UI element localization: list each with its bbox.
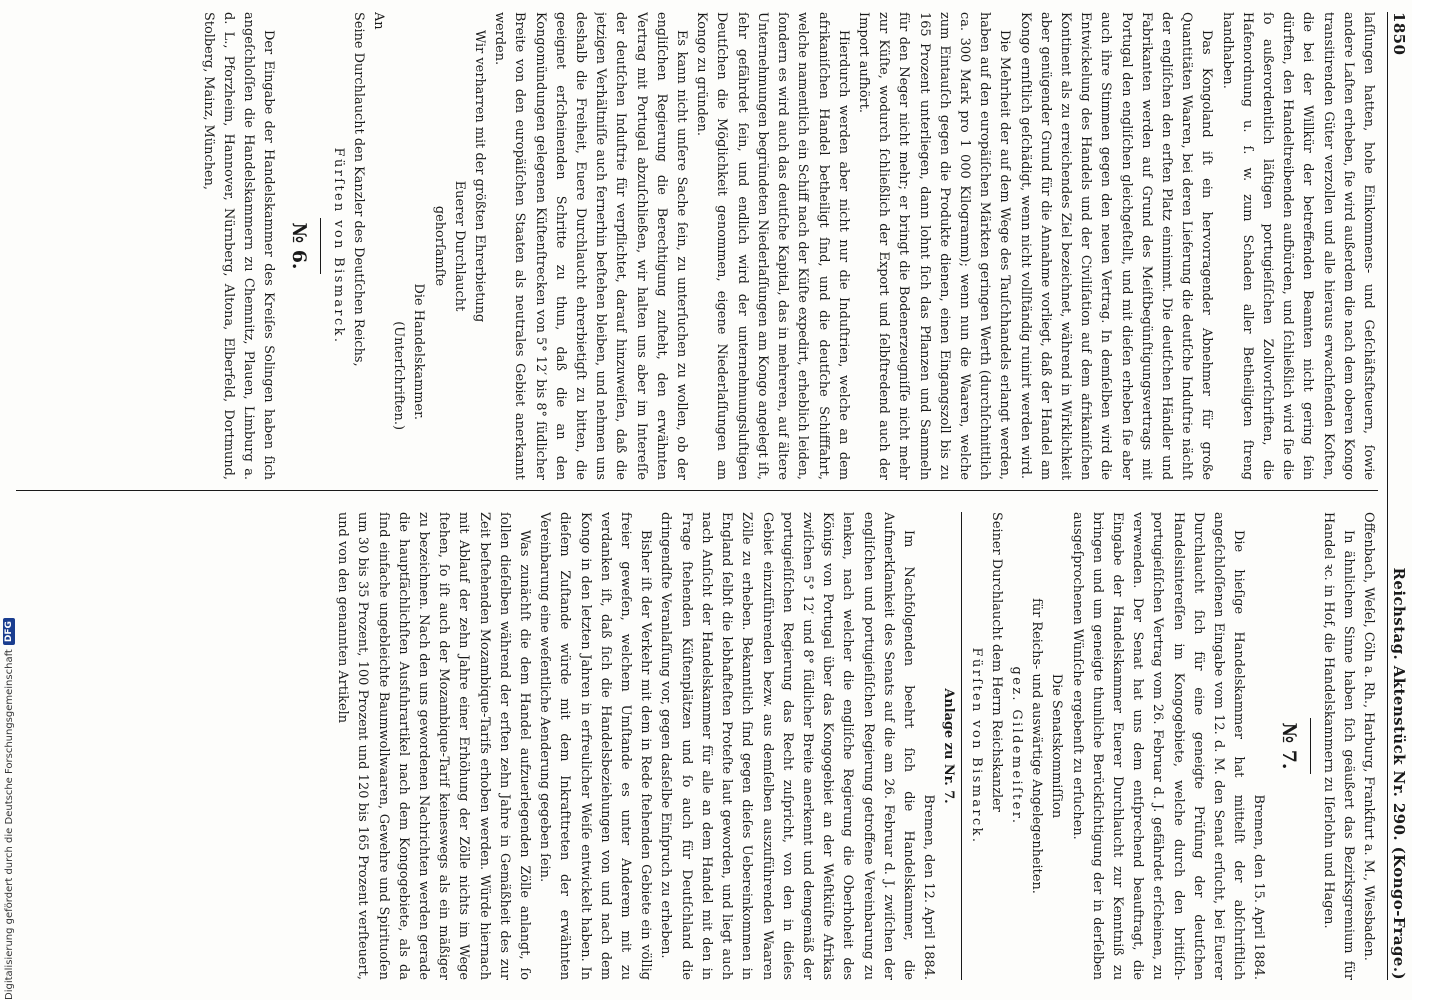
signature-line: gez. Gildemeiſter. [1008,666,1024,826]
divider [1310,718,1311,774]
digitization-footer [0,0,18,1000]
running-head: Reichstag. Aktenstück Nr. 290. (Kongo-Frage.) [1390,567,1408,980]
dateline: Bremen, den 15. April 1884. [1251,794,1267,980]
paragraph: Es kann nicht unſere Sache ſein, zu unterſuchen zu wollen, ob der engliſchen Regierung die Berechtigung zuſteht, den erwähnten Vertrag mit Portugal abzuſchließen, wir halten uns aber im Intereſſe der deutſchen Induſtrie für verpflichtet, darauf hinzuweiſen, daß die jetzigen Verhältniſſe auch fernerhin beſtehen bleiben, und nehmen uns deshalb die Freiheit, Euere Durchlaucht ehrerbietigſt zu bitten, die geeignet erſcheinenden Schritte zu thun, daß die an den Kongomündungen gelegenen Küſtenſtrecken von 5° 12′ bis 8° ſüdlicher Breite von den europäiſchen Staaten als neutrales Gebiet anerkannt werden. [492,12,690,480]
section-number: № 6. [288,222,311,270]
address-line: Fürſten von Bismarck. [968,647,984,845]
section-number: № 7. [1278,722,1301,770]
signature-line: Die Handelskammer. [411,283,427,420]
dfg-logo: DFG [3,618,15,645]
annex-title: Anlage zu Nr. 7. [941,688,957,804]
signature-line: (Unterſchriften.) [391,321,407,430]
paragraph: Im Nachfolgenden beehrt ſich die Handelskammer, die Aufmerkſamkeit des Senats auf die am 26. Februar d. J. zwiſchen der engliſchen und portugieſiſchen Regierung getroffene Vereinbarung zu lenken, nach welcher die engliſche Regierung die Oberhoheit des Königs von Portugal über das Kongogebiet an der Weſtküſte Afrikas zwiſchen 5° 12′ und 8° ſüdlicher Breite anerkennt und demgemäß der portugieſiſchen Regierung das Recht zuſpricht, von den in dieſes Gebiet einzuführenden bezw. aus demſelben auszuführenden Waaren Zölle zu erheben. Bekanntlich ſind gegen dieſes Uebereinkommen in England ſelbſt die lebhafteſten Proteſte laut geworden, und liegt auch nach Anſicht der Handelskammer für alle an dem Handel mit den in Frage ſtehenden Küſtenplätzen und ſo auch für Deutſchland die dringendſte Veranlaſſung vor, gegen dasſelbe Einſpruch zu erheben. [658,512,916,980]
address-line: Seiner Durchlaucht dem Herrn Reichskanzler [988,512,1004,812]
paragraph: Was zunächſt die dem Handel aufzuerlegenden Zölle anlangt, ſo ſollen dieſelben während der erſten zehn Jahre in Gemäßheit des zur Zeit beſtehenden Mozambique-Tarifs erhoben werden. Würde hiernach mit Ablauf der zehn Jahre einer Erhöhung der Zölle nichts im Wege ſtehen, ſo iſt auch der Mozambique-Tarif keineswegs als ein mäßiger zu bezeichnen. Nach den uns gewordenen Nachrichten werden gerade die hauptſächlichſten Ausfuhrartikel nach dem Kongogebiete, als da ſind einfache ungebleichte Baumwollwaaren, Gewehre und Spirituoſen um 30 bis 35 Prozent, 100 Prozent und 120 bis 165 Prozent verſteuert, und von den genannten Artikeln [335,512,533,980]
closing-formula: Wir verharren mit der größten Ehrerbietung [472,30,488,323]
right-column [16,512,1378,980]
signature-line: Die Senatskommiſſion [1049,673,1065,819]
left-column [16,12,1378,480]
signature-line: für Reichs- und auswärtige Angelegenheiten. [1029,598,1045,894]
paragraph: Der Eingabe der Handelskammer des Kreiſes Solingen haben ſich angeſchloſſen die Handelskammern zu Chemnitz, Plauen, Limburg a. d. L., Pforzheim, Hannover, Nürnberg, Altona, Elberfeld, Dortmund, Stolberg, Mainz, München, [200,12,277,480]
paragraph: Das Kongoland iſt ein hervorragender Abnehmer für große Quantitäten Waaren, bei deren Lieferung die deutſche Induſtrie nächſt der engliſchen den erſten Platz einnimmt. Die deutſchen Händler und Fabrikanten werden auf Grund des Meiſtbegünſtigungsvertrags mit Portugal den engliſchen gleichgeſtellt, und mit dieſen erheben ſie aber auch ihre Stimmen gegen den neuen Vertrag. In demſelben wird die Entwickelung des Handels und der Civiliſation auf dem afrikaniſchen Kontinent als zu erreichendes Ziel bezeichnet, während in Wirklichkeit aber genügender Grund für die Annahme vorliegt, daß der Handel am Kongo ernſtlich geſchädigt, wenn nicht vollſtändig ruinirt werden wird. [1017,12,1215,480]
page-number: 1850 [1390,12,1408,56]
dateline: Bremen, den 12. April 1884. [921,794,937,980]
signature-line: Euerer Durchlaucht [451,180,467,312]
paragraph: Die hieſige Handelskammer hat mittelſt der abſchriftlich angeſchloſſenen Eingabe vom 12. d. M. den Senat erſucht, bei Euerer Durchlaucht ſich für eine geneigte Prüfung der deutſchen Handelsintereſſen im Kongogebiete, welche durch den britiſch-portugieſiſchen Vertrag vom 26. Februar d. J. gefährdet erſcheinen, zu verwenden. Der Senat hat uns dem entſprechend beauftragt, die Eingabe der Handelskammer Euerer Durchlaucht zur Kenntniß zu bringen und um geneigte thunliche Berückſichtigung der in derſelben ausgeſprochenen Wünſche ergebenſt zu erſuchen. [1069,512,1247,980]
column-divider [16,490,1378,491]
address-line: An [371,12,387,30]
page-header [1387,12,1408,980]
paragraph: Bisher iſt der Verkehr mit dem in Rede ſtehenden Gebiete ein völlig freier geweſen, welchem Umſtande es unter Anderem mit zu verdanken iſt, daß ſich die Handelsbeziehungen von und nach dem Kongo in den letzten Jahren in erfreulicher Weiſe entwickelt haben. In dieſem Zuſtande würde mit dem Inkrafttreten der erwähnten Vereinbarung eine weſentliche Aenderung gegeben ſein. [537,512,654,980]
paragraph: Offenbach, Weſel, Cöln a. Rh., Harburg, Frankfurt a. M., Wiesbaden. [1361,512,1376,961]
address-line: Seine Durchlaucht den Kanzler des Deutſchen Reichs, [350,12,366,367]
paragraph: Hierdurch werden aber nicht nur die Induſtrien, welche an dem afrikaniſchen Handel betheiligt ſind, und die deutſche Schifffahrt, welche namentlich ein Schiff nach der Küſte expedirt, erheblich leiden, ſondern es wird auch das deutſche Kapital, das in mehreren, auf ältere Unternehmungen begründeten Niederlaſſungen am Kongo angelegt iſt, ſehr gefährdet ſein, und endlich wird der unternehmungsluſtigen Deutſchen die Möglichkeit genommen, eigene Niederlaſſungen am Kongo zu gründen. [694,12,851,480]
paragraph: laſſungen hatten, hohe Einkommens- und Geſchäftsſteuern, ſowie andere Laſten erheben, ſie wird außerdem die nach dem oberen Kongo transitirenden Güter verzollen und alle hieraus erwachſenden Koſten, die bei der Willkür der betreffenden Beamten nicht gering ſein dürften, den Handeltreibenden aufbürden, und ſchließlich wird ſie die ſo außerordentlich läſtigen portugieſiſchen Zollvorſchriften, die Hafenordnung u. ſ. w. zum Schaden aller Betheiligten ſtreng handhaben. [1219,12,1376,480]
divider [961,512,962,980]
address-line: Fürſten von Bismarck. [330,147,346,345]
footer-text: Digitalisierung gefördert durch die Deutsche Forschungsgemeinschaft [3,649,15,1000]
paragraph: In ähnlichem Sinne haben ſich geäußert das Bezirksgremium für Handel ꝛc. in Hof, die Handelskammern zu Iſerlohn und Hagen. [1320,512,1356,980]
paragraph: Die Mehrheit der auf dem Wege des Tauſchhandels erlangt werden, haben auf den europäiſchen Märkten geringen Werth (durchſchnittlich ca. 300 Mark pro 1 000 Kilogramm); wenn nun die Waaren, welche zum Eintauſch gegen die Produkte dienen, einen Eingangszoll bis zu 165 Prozent unterliegen, dann lohnt ſich das Pflanzen und Sammeln für den Neger nicht mehr; er bringt die Bodenerzeugniſſe nicht mehr zur Küſte, wodurch ſchließlich der Export und ſelbſtredend auch der Import aufhört. [855,12,1013,480]
signature-line: gehorſamſte [431,205,447,287]
divider [320,218,321,274]
